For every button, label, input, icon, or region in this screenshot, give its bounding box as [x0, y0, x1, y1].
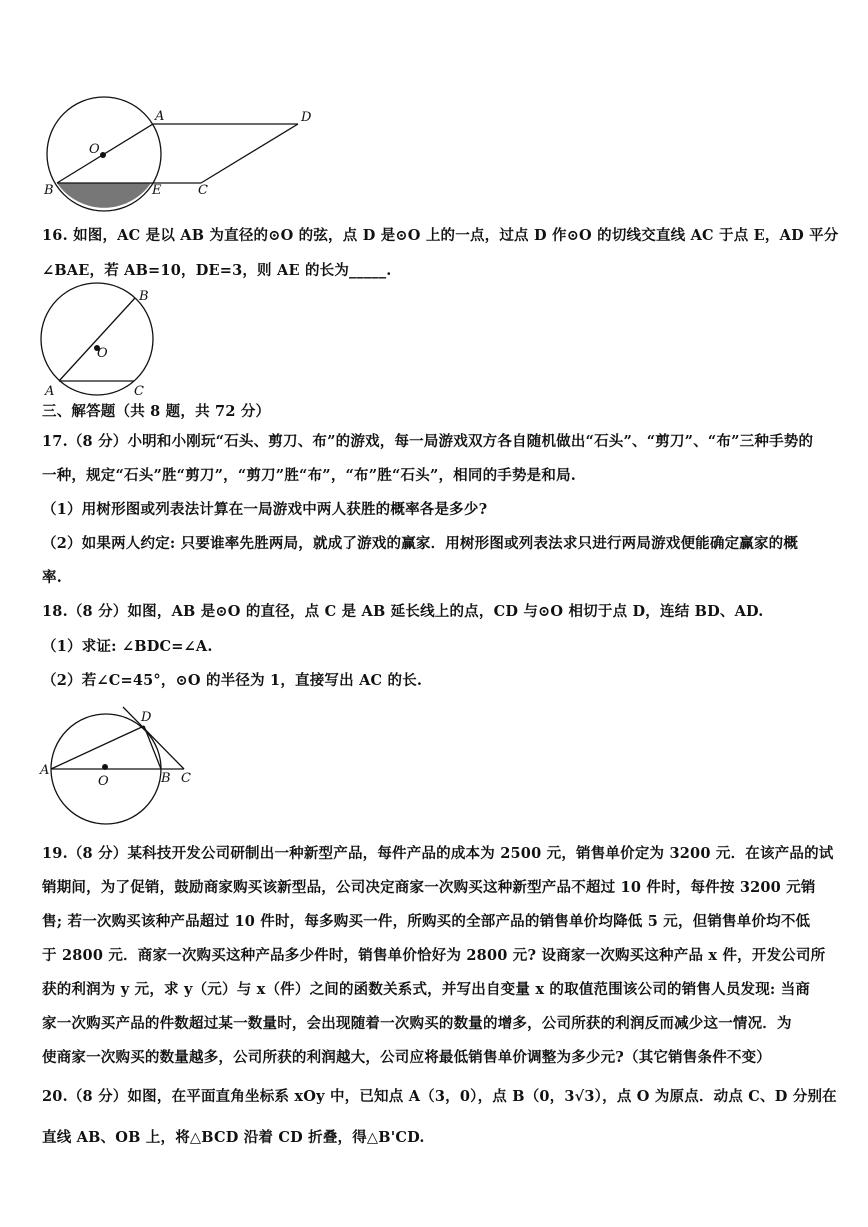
q18-part1: （1）求证: ∠BDC=∠A.: [42, 638, 213, 655]
label-o-top: O: [89, 142, 100, 157]
tangent-cd-q18: [123, 707, 184, 769]
q20-line1: 20.（8 分）如图，在平面直角坐标系 xOy 中，已知点 A（3，0），点 B（0，3√3），点 O 为原点．动点 C、D 分别在: [42, 1088, 837, 1105]
q19-line7: 使商家一次购买的数量越多，公司所获的利润越大，公司应将最低销售单价调整为多少元?（其它销售条件不变）: [42, 1049, 771, 1066]
label-b-top: B: [44, 183, 54, 198]
label-d-q18: D: [141, 710, 152, 725]
q19-line2: 销期间，为了促销，鼓励商家购买该新型品，公司决定商家一次购买这种新型产品不超过 10 件时，每件按 3200 元销: [42, 879, 816, 896]
line-ab-q16: [59, 298, 135, 381]
figure-q16: [41, 283, 153, 399]
q17-line1: 17.（8 分）小明和小刚玩“石头、剪刀、布”的游戏，每一局游戏双方各自随机做出“石头”、“剪刀”、“布”三种手势的: [42, 433, 814, 450]
figure-q18: [39, 707, 191, 824]
shaded-segment: [57, 183, 151, 208]
label-o-q16: O: [97, 346, 108, 361]
line-db-q18: [144, 726, 161, 769]
q19-line6: 家一次购买产品的件数超过某一数量时，会出现随着一次购买的数量的增多，公司所获的利润反而减少这一情况．为: [42, 1015, 792, 1032]
q19-line4: 于 2800 元．商家一次购买这种产品多少件时，销售单价恰好为 2800 元? 设商家一次购买这种产品 x 件，开发公司所: [42, 947, 826, 964]
figure-top: [43, 97, 312, 211]
q19-line5: 获的利润为 y 元，求 y（元）与 x（件）之间的函数关系式，并写出自变量 x 的取值范围该公司的销售人员发现: 当商: [42, 981, 811, 998]
q17-part2a: （2）如果两人约定: 只要谁率先胜两局，就成了游戏的赢家．用树形图或列表法求只进行两局游戏便能确定赢家的概: [42, 535, 799, 552]
label-a-q16: A: [45, 384, 55, 399]
q19-line3: 售; 若一次购买该种产品超过 10 件时，每多购买一件，所购买的全部产品的销售单价均降低 5 元，但销售单价均不低: [42, 913, 811, 930]
q16-line2: ∠BAE，若 AB=10，DE=3，则 AE 的长为_____.: [42, 262, 392, 279]
q17-line2: 一种，规定“石头”胜“剪刀”，“剪刀”胜“布”，“布”胜“石头”，相同的手势是和局.: [42, 467, 577, 484]
label-a-top: A: [155, 109, 165, 124]
q18-part2: （2）若∠C=45°，⊙O 的半径为 1，直接写出 AC 的长.: [42, 672, 423, 689]
label-a-q18: A: [40, 763, 50, 778]
label-e-top: E: [152, 183, 162, 198]
line-dc-top: [201, 124, 298, 183]
q20-line2: 直线 AB、OB 上，将△BCD 沿着 CD 折叠，得△B'CD.: [42, 1129, 425, 1146]
q17-part2b: 率.: [42, 569, 62, 586]
label-b-q18: B: [161, 771, 171, 786]
label-c-q18: C: [181, 771, 191, 786]
q16-line1: 16. 如图，AC 是以 AB 为直径的⊙O 的弦，点 D 是⊙O 上的一点，过点 D 作⊙O 的切线交直线 AC 于点 E，AD 平分: [42, 227, 839, 244]
label-o-q18: O: [98, 774, 109, 789]
q17-part1: （1）用树形图或列表法计算在一局游戏中两人获胜的概率各是多少?: [42, 501, 488, 518]
label-c-top: C: [198, 183, 208, 198]
label-c-q16: C: [134, 384, 144, 399]
center-dot-top: [100, 152, 106, 158]
q18-line1: 18.（8 分）如图，AB 是⊙O 的直径，点 C 是 AB 延长线上的点，CD 与⊙O 相切于点 D，连结 BD、AD.: [42, 603, 764, 620]
label-b-q16: B: [139, 289, 149, 304]
center-dot-q18: [102, 764, 108, 770]
section3-title: 三、解答题（共 8 题，共 72 分）: [42, 403, 271, 420]
q19-line1: 19.（8 分）某科技开发公司研制出一种新型产品，每件产品的成本为 2500 元，销售单价定为 3200 元．在该产品的试: [42, 845, 834, 862]
label-d-top: D: [301, 110, 312, 125]
